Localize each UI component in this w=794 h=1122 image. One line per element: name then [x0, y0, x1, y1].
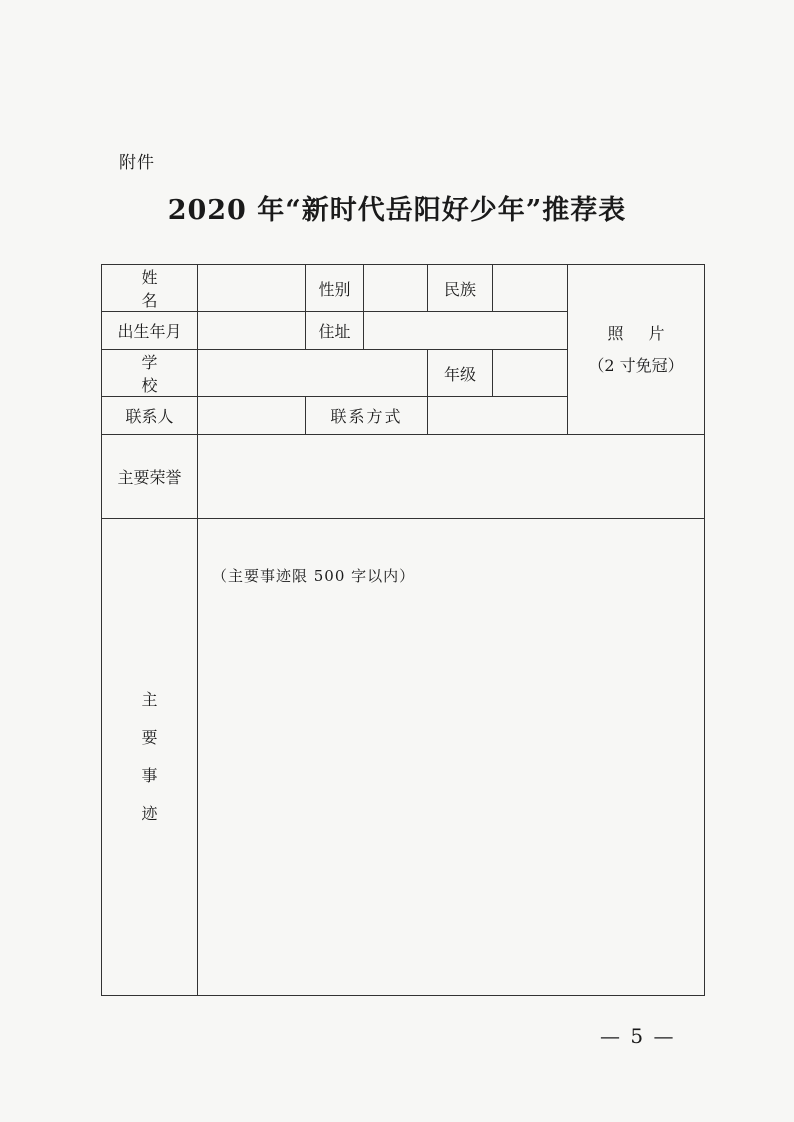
photo-box[interactable] — [568, 265, 705, 435]
deeds-label-char: 主 — [141, 690, 158, 709]
deeds-label-char: 事 — [141, 766, 158, 785]
gender-label: 性别 — [306, 265, 364, 312]
page-title: 2020 年“新时代岳阳好少年”推荐表 — [167, 195, 627, 226]
ethnicity-field[interactable] — [493, 265, 568, 312]
recommendation-form — [101, 264, 705, 996]
photo-note: （2 寸免冠） — [588, 355, 684, 375]
contact-person-label: 联系人 — [102, 397, 198, 435]
deeds-label-char: 迹 — [141, 804, 158, 823]
deeds-label-char: 要 — [141, 728, 158, 747]
attachment-label: 附件 — [119, 153, 155, 173]
gender-field[interactable] — [364, 265, 428, 312]
school-label: 学 校 — [102, 350, 198, 397]
contact-method-field[interactable] — [428, 397, 568, 435]
grade-field[interactable] — [493, 350, 568, 397]
birth-label: 出生年月 — [102, 312, 198, 350]
honors-field[interactable] — [198, 435, 705, 519]
name-label: 姓 名 — [102, 265, 198, 312]
deeds-note: （主要事迹限 500 字以内） — [212, 567, 416, 585]
name-field[interactable] — [198, 265, 306, 312]
birth-field[interactable] — [198, 312, 306, 350]
address-field[interactable] — [364, 312, 568, 350]
photo-label: 照 片 — [607, 323, 675, 343]
school-field[interactable] — [198, 350, 428, 397]
honors-label: 主要荣誉 — [102, 435, 198, 519]
deeds-field[interactable] — [198, 519, 705, 996]
address-label: 住址 — [306, 312, 364, 350]
grade-label: 年级 — [428, 350, 493, 397]
page-number: — 5 — — [600, 1024, 676, 1048]
contact-method-label: 联系方式 — [306, 397, 428, 435]
deeds-label — [102, 519, 198, 996]
contact-person-field[interactable] — [198, 397, 306, 435]
ethnicity-label: 民族 — [428, 265, 493, 312]
